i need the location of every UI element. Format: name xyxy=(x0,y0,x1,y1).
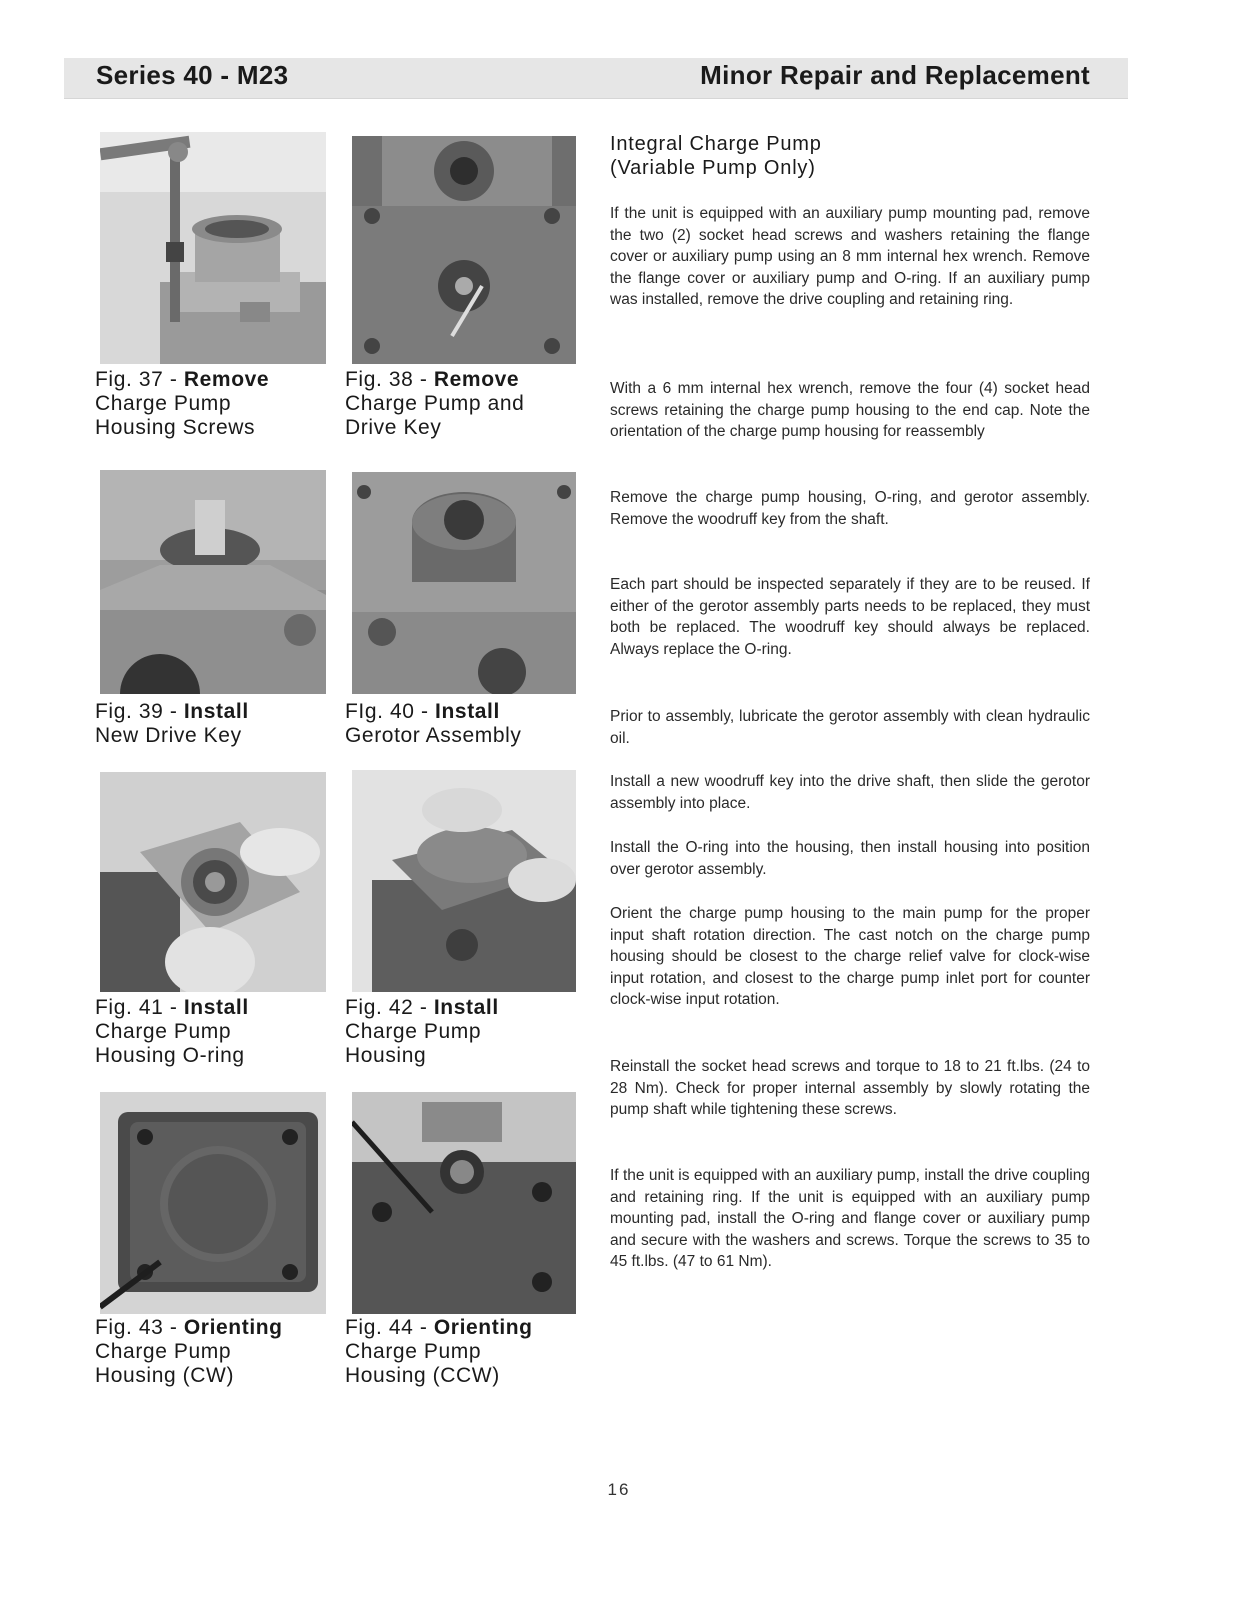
section-title-line1: Integral Charge Pump xyxy=(610,133,822,155)
fig-41-title: Install xyxy=(183,996,249,1019)
fig-43-number: Fig. 43 xyxy=(95,1316,164,1339)
paragraph-2: With a 6 mm internal hex wrench, remove the four (4) socket head screws retaining the charge pump housing to the end cap. Note the orientation of the charge pump housing for reassembly xyxy=(610,380,1090,441)
fig-39-photo xyxy=(100,470,326,694)
fig-41-caption: Fig. 41 - Install Charge Pump Housing O-ring xyxy=(95,996,249,1067)
fig-40-line2: Gerotor Assembly xyxy=(345,724,522,747)
fig-42-title: Install xyxy=(433,996,499,1019)
fig-42-photo xyxy=(352,770,576,992)
fig-41-number: Fig. 41 xyxy=(95,996,164,1019)
fig-44-line3: Housing (CCW) xyxy=(345,1364,500,1387)
page-header xyxy=(64,58,1128,99)
header-section-title: Minor Repair and Replacement xyxy=(700,60,1090,90)
fig-37-caption: Fig. 37 - Remove Charge Pump Housing Screws xyxy=(95,368,270,439)
fig-42-number: Fig. 42 xyxy=(345,996,414,1019)
fig-38-caption: Fig. 38 - Remove Charge Pump and Drive Key xyxy=(345,368,525,439)
fig-39-title: Install xyxy=(183,700,249,723)
fig-37-title: Remove xyxy=(183,368,270,391)
fig-44-number: Fig. 44 xyxy=(345,1316,414,1339)
fig-37-line3: Housing Screws xyxy=(95,416,256,439)
fig-43-title: Orienting xyxy=(183,1316,283,1339)
fig-44-photo xyxy=(352,1092,576,1314)
fig-40-title: Install xyxy=(435,700,500,723)
fig-38-photo xyxy=(352,136,576,364)
paragraph-7: Install the O-ring into the housing, then install housing into position over gerotor assembly. xyxy=(610,839,1090,878)
paragraph-4: Each part should be inspected separately if they are to be reused. If either of the gerotor assembly parts needs to be replaced, they must both be replaced. The woodruff key should always be replaced. Always replace the O-ring. xyxy=(610,576,1090,658)
fig-38-line2: Charge Pump and xyxy=(345,392,525,415)
fig-43-line3: Housing (CW) xyxy=(95,1364,235,1387)
fig-41-photo xyxy=(100,772,326,992)
fig-43-caption: Fig. 43 - Orienting Charge Pump Housing (CW) xyxy=(95,1316,283,1387)
fig-42-line3: Housing xyxy=(345,1044,427,1067)
fig-43-photo xyxy=(100,1092,326,1314)
section-title-line2: (Variable Pump Only) xyxy=(610,157,816,179)
fig-37-number: Fig. 37 xyxy=(95,368,164,391)
fig-38-line3: Drive Key xyxy=(345,416,442,439)
fig-44-title: Orienting xyxy=(433,1316,533,1339)
paragraph-10: If the unit is equipped with an auxiliary pump, install the drive coupling and retaining ring. If the unit is equipped with an auxiliary pump mounting pad, install the O-ring and flange cover or auxiliary pump and secure with the washers and screws. Torque the screws to 35 to 45 ft.lbs. (47 to 61 Nm). xyxy=(610,1167,1090,1271)
fig-40-caption: FIg. 40 - Install Gerotor Assembly xyxy=(345,700,522,747)
section-title xyxy=(610,132,822,180)
fig-37-photo xyxy=(100,132,326,364)
fig-44-caption: Fig. 44 - Orienting Charge Pump Housing (CCW) xyxy=(345,1316,533,1387)
header-series-title: Series 40 - M23 xyxy=(96,60,289,90)
paragraph-9: Reinstall the socket head screws and torque to 18 to 21 ft.lbs. (24 to 28 Nm). Check for proper internal assembly by slowly rotating the pump shaft while tightening these screws. xyxy=(610,1058,1090,1119)
fig-37-line2: Charge Pump xyxy=(95,392,232,415)
fig-41-line3: Housing O-ring xyxy=(95,1044,245,1067)
fig-40-number: FIg. 40 xyxy=(345,700,415,723)
fig-39-line2: New Drive Key xyxy=(95,724,242,747)
paragraph-3: Remove the charge pump housing, O-ring, and gerotor assembly. Remove the woodruff key from the shaft. xyxy=(610,489,1090,528)
page-number: 16 xyxy=(607,1480,631,1499)
paragraph-5: Prior to assembly, lubricate the gerotor assembly with clean hydraulic oil. xyxy=(610,708,1090,747)
fig-43-line2: Charge Pump xyxy=(95,1340,232,1363)
fig-39-number: Fig. 39 xyxy=(95,700,164,723)
paragraph-8: Orient the charge pump housing to the main pump for the proper input shaft rotation direction. The cast notch on the charge pump housing should be closest to the charge relief valve for clock-wise input rotation, and closest to the charge pump inlet port for counter clock-wise input rotation. xyxy=(610,905,1090,1009)
fig-42-line2: Charge Pump xyxy=(345,1020,482,1043)
fig-42-caption: Fig. 42 - Install Charge Pump Housing xyxy=(345,996,499,1067)
fig-40-photo xyxy=(352,472,576,694)
fig-39-caption: Fig. 39 - Install New Drive Key xyxy=(95,700,249,747)
paragraph-6: Install a new woodruff key into the drive shaft, then slide the gerotor assembly into place. xyxy=(610,773,1090,812)
fig-41-line2: Charge Pump xyxy=(95,1020,232,1043)
fig-38-title: Remove xyxy=(433,368,520,391)
paragraph-1: If the unit is equipped with an auxiliary pump mounting pad, remove the two (2) socket head screws and washers retaining the flange cover or auxiliary pump using an 8 mm internal hex wrench. Remove the flange cover or auxiliary pump and O-ring. If an auxiliary pump was installed, remove the drive coupling and retaining ring. xyxy=(610,205,1090,309)
fig-38-number: Fig. 38 xyxy=(345,368,414,391)
fig-44-line2: Charge Pump xyxy=(345,1340,482,1363)
